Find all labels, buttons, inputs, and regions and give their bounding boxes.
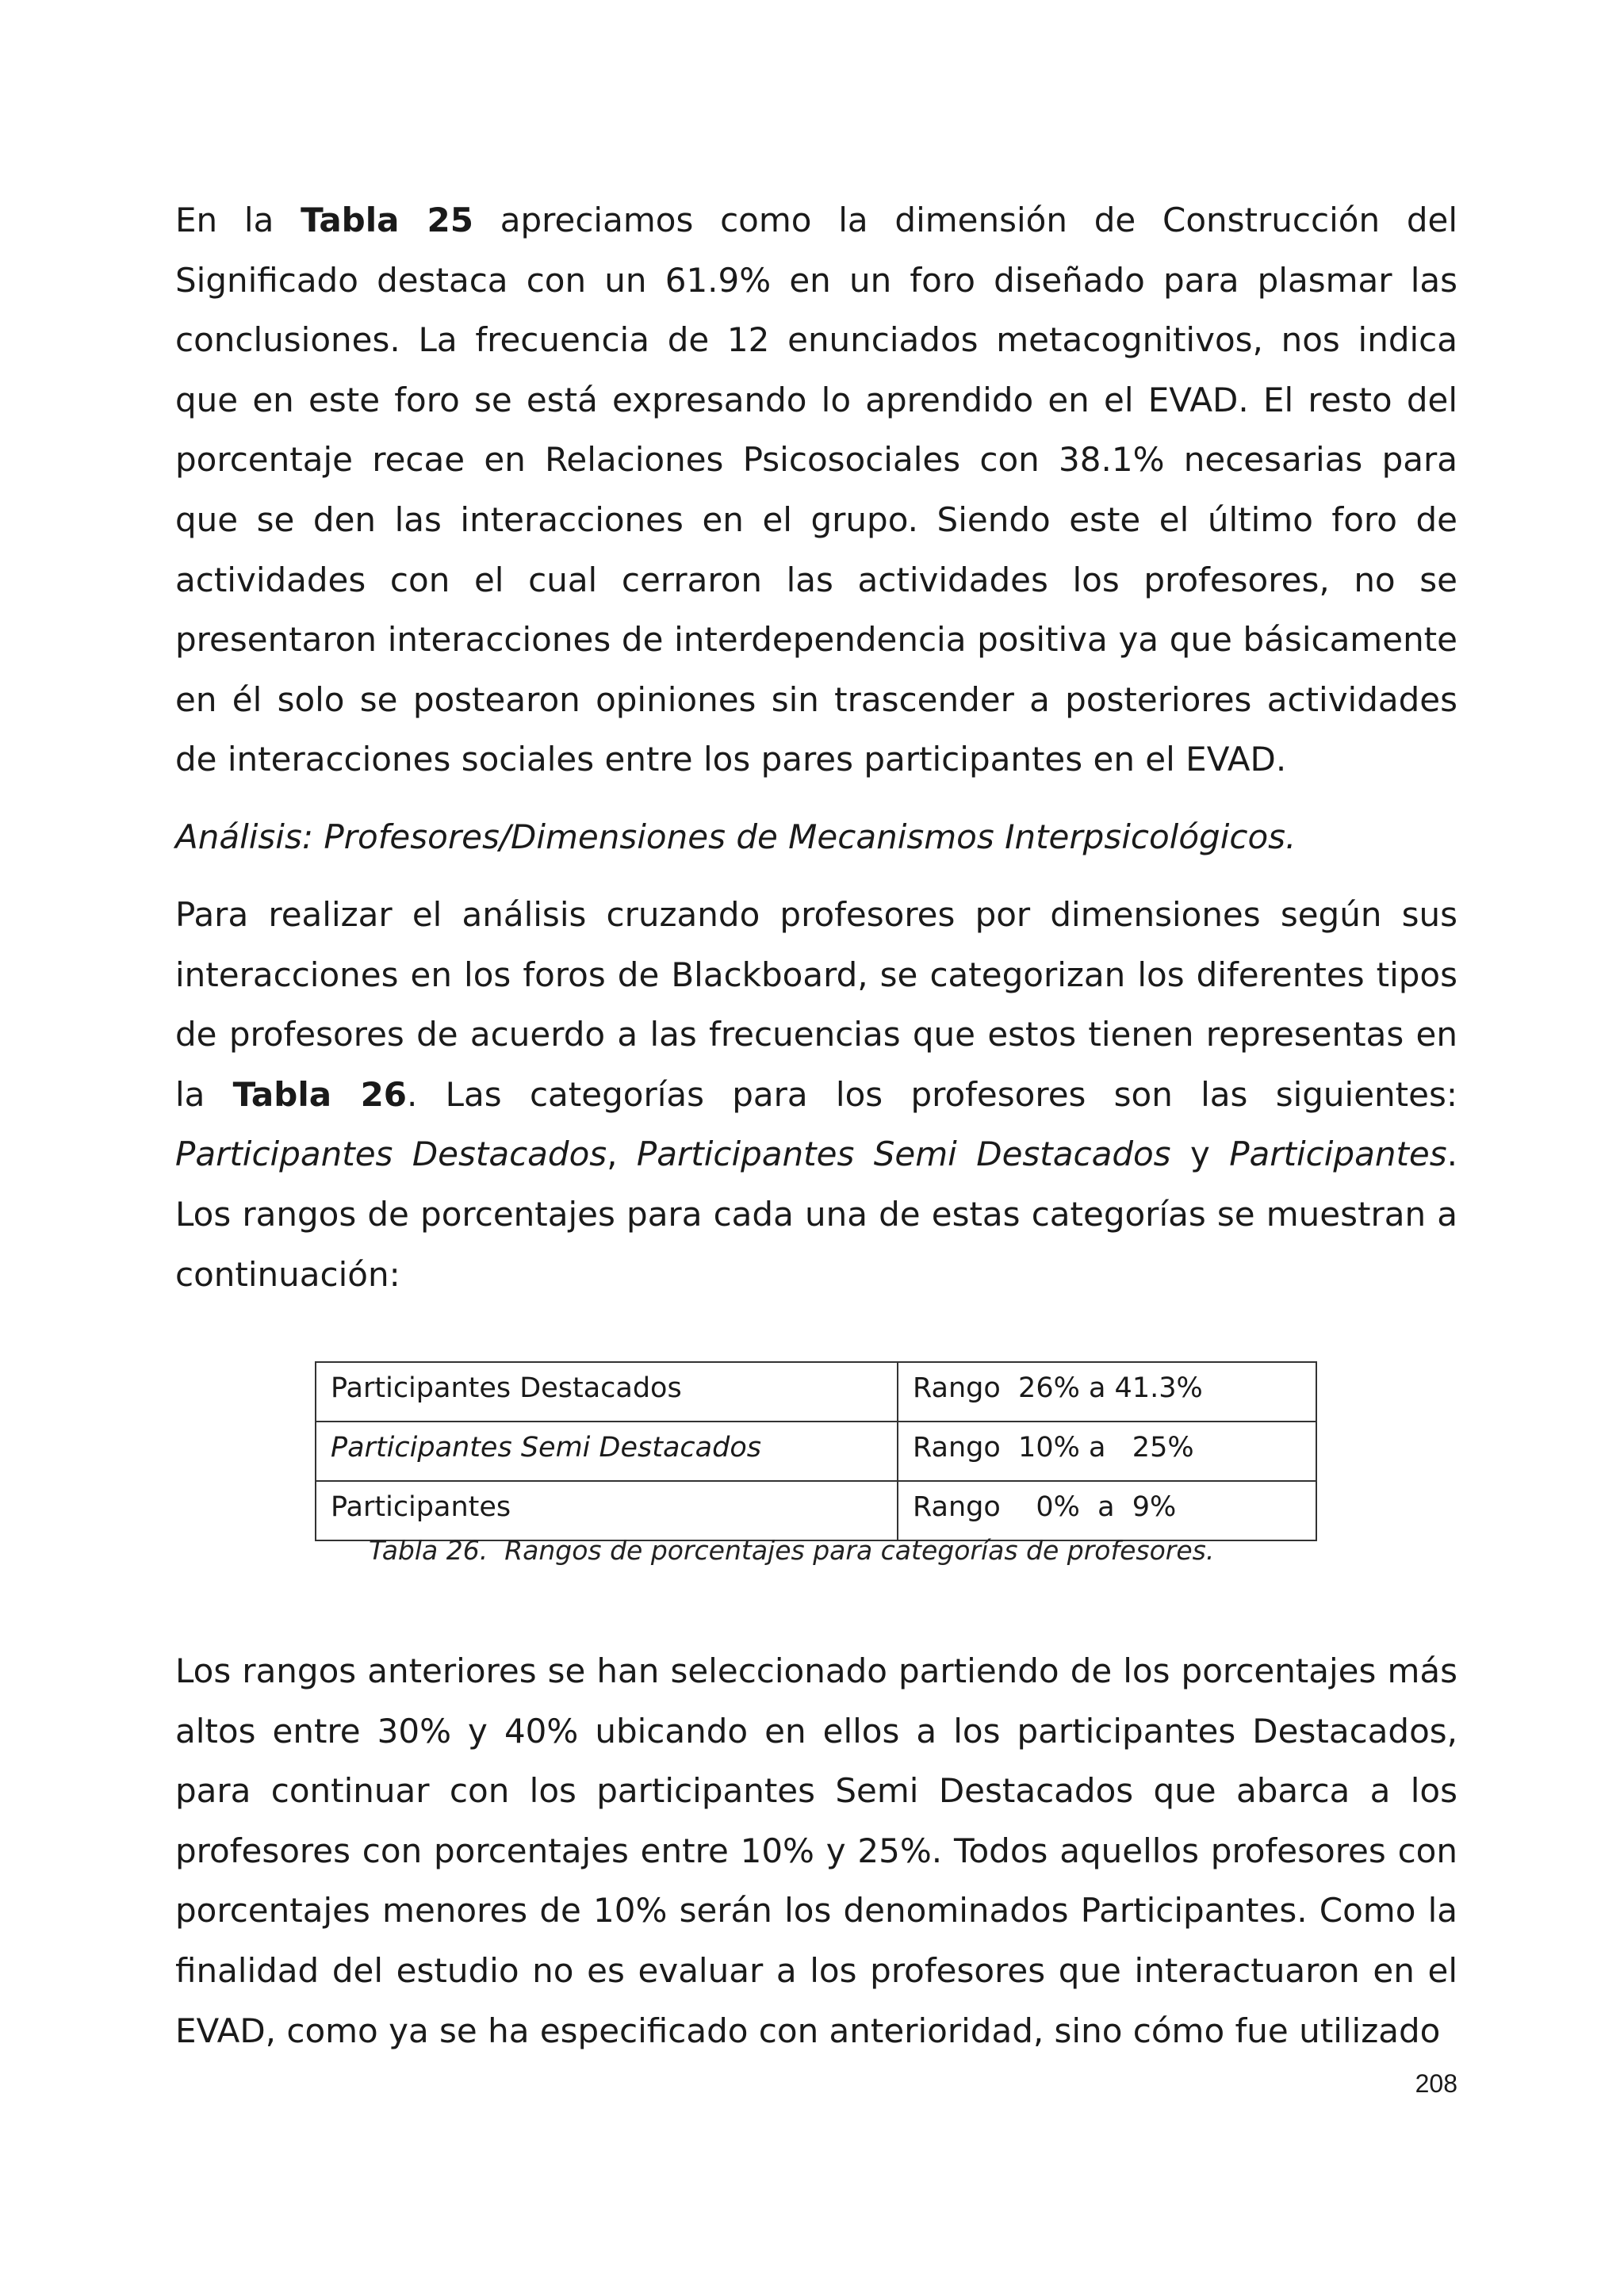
paragraph-2-text: . Los rangos de porcentajes para cada una de estas categorías se muestran a continuación: [175,1135,1457,1294]
paragraph-2-text: . Las categorías para los profesores son las siguientes: [407,1074,1457,1114]
category-term: Participantes Destacados [175,1135,607,1174]
category-term: Participantes [1229,1135,1447,1174]
range-cell: Rango 0% a 9% [898,1481,1316,1540]
table-26-reference: Tabla 26 [232,1074,408,1114]
table-25-reference: Tabla 25 [301,201,473,239]
paragraph-2-text: y [1170,1135,1230,1174]
paragraph-2 [175,885,1457,1304]
table-row [316,1362,1316,1422]
table-row [316,1422,1316,1481]
page-number: 208 [1415,2069,1457,2098]
range-cell: Rango 26% a 41.3% [898,1362,1316,1422]
paragraph-1-text: apreciamos como la dimensión de Construcción del Significado destaca con un 61.9% en un foro diseñado para plasmar las conclusiones. La frecuencia de 12 enunciados metacognitivos, nos indica que en este foro se está expresando lo aprendido en el EVAD. El resto del porcentaje recae en Relaciones Psicosociales con 38.1% necesarias para que se den las interacciones en el grupo. Siendo este el último foro de actividades con el cual cerraron las actividades los profesores, no se presentaron interacciones de interdependencia positiva ya que básicamente en él solo se postearon opiniones sin trascender a posteriores actividades de interacciones sociales entre los pares participantes en el EVAD. [175,201,1458,779]
paragraph-1-text: En la [175,201,301,239]
paragraph-3: Los rangos anteriores se han seleccionado partiendo de los porcentajes más altos entre 30% y 40% ubicando en ellos a los participantes Destacados, para continuar con los participantes Semi Destacados que abarca a los profesores con porcentajes entre 10% y 25%. Todos aquellos profesores con porcentajes menores de 10% serán los denominados Participantes. Como la finalidad del estudio no es evaluar a los profesores que interactuaron en el EVAD, como ya se ha especificado con anterioridad, sino cómo fue utilizado [175,1651,1457,2050]
ranges-table [315,1361,1317,1541]
category-cell: Participantes [316,1481,898,1540]
section-heading: Análisis: Profesores/Dimensiones de Mecanismos Interpsicológicos. [175,817,1297,856]
range-cell: Rango 10% a 25% [898,1422,1316,1481]
category-cell: Participantes Semi Destacados [316,1422,898,1481]
category-cell: Participantes Destacados [316,1362,898,1422]
paragraph-1 [175,190,1457,790]
table-row [316,1481,1316,1540]
table-caption: Tabla 26. Rangos de porcentajes para categorías de profesores. [369,1535,1215,1566]
paragraph-2-text: , [607,1135,637,1174]
body-text [175,190,1457,1304]
paragraph-2-text: Para realizar el análisis cruzando profesores por dimensiones según sus interacciones en los foros de Blackboard, se categorizan los diferentes tipos de profesores de acuerdo a las frecuencias que estos tienen representas en la [175,894,1457,1114]
category-term: Participantes Semi Destacados [636,1135,1171,1174]
